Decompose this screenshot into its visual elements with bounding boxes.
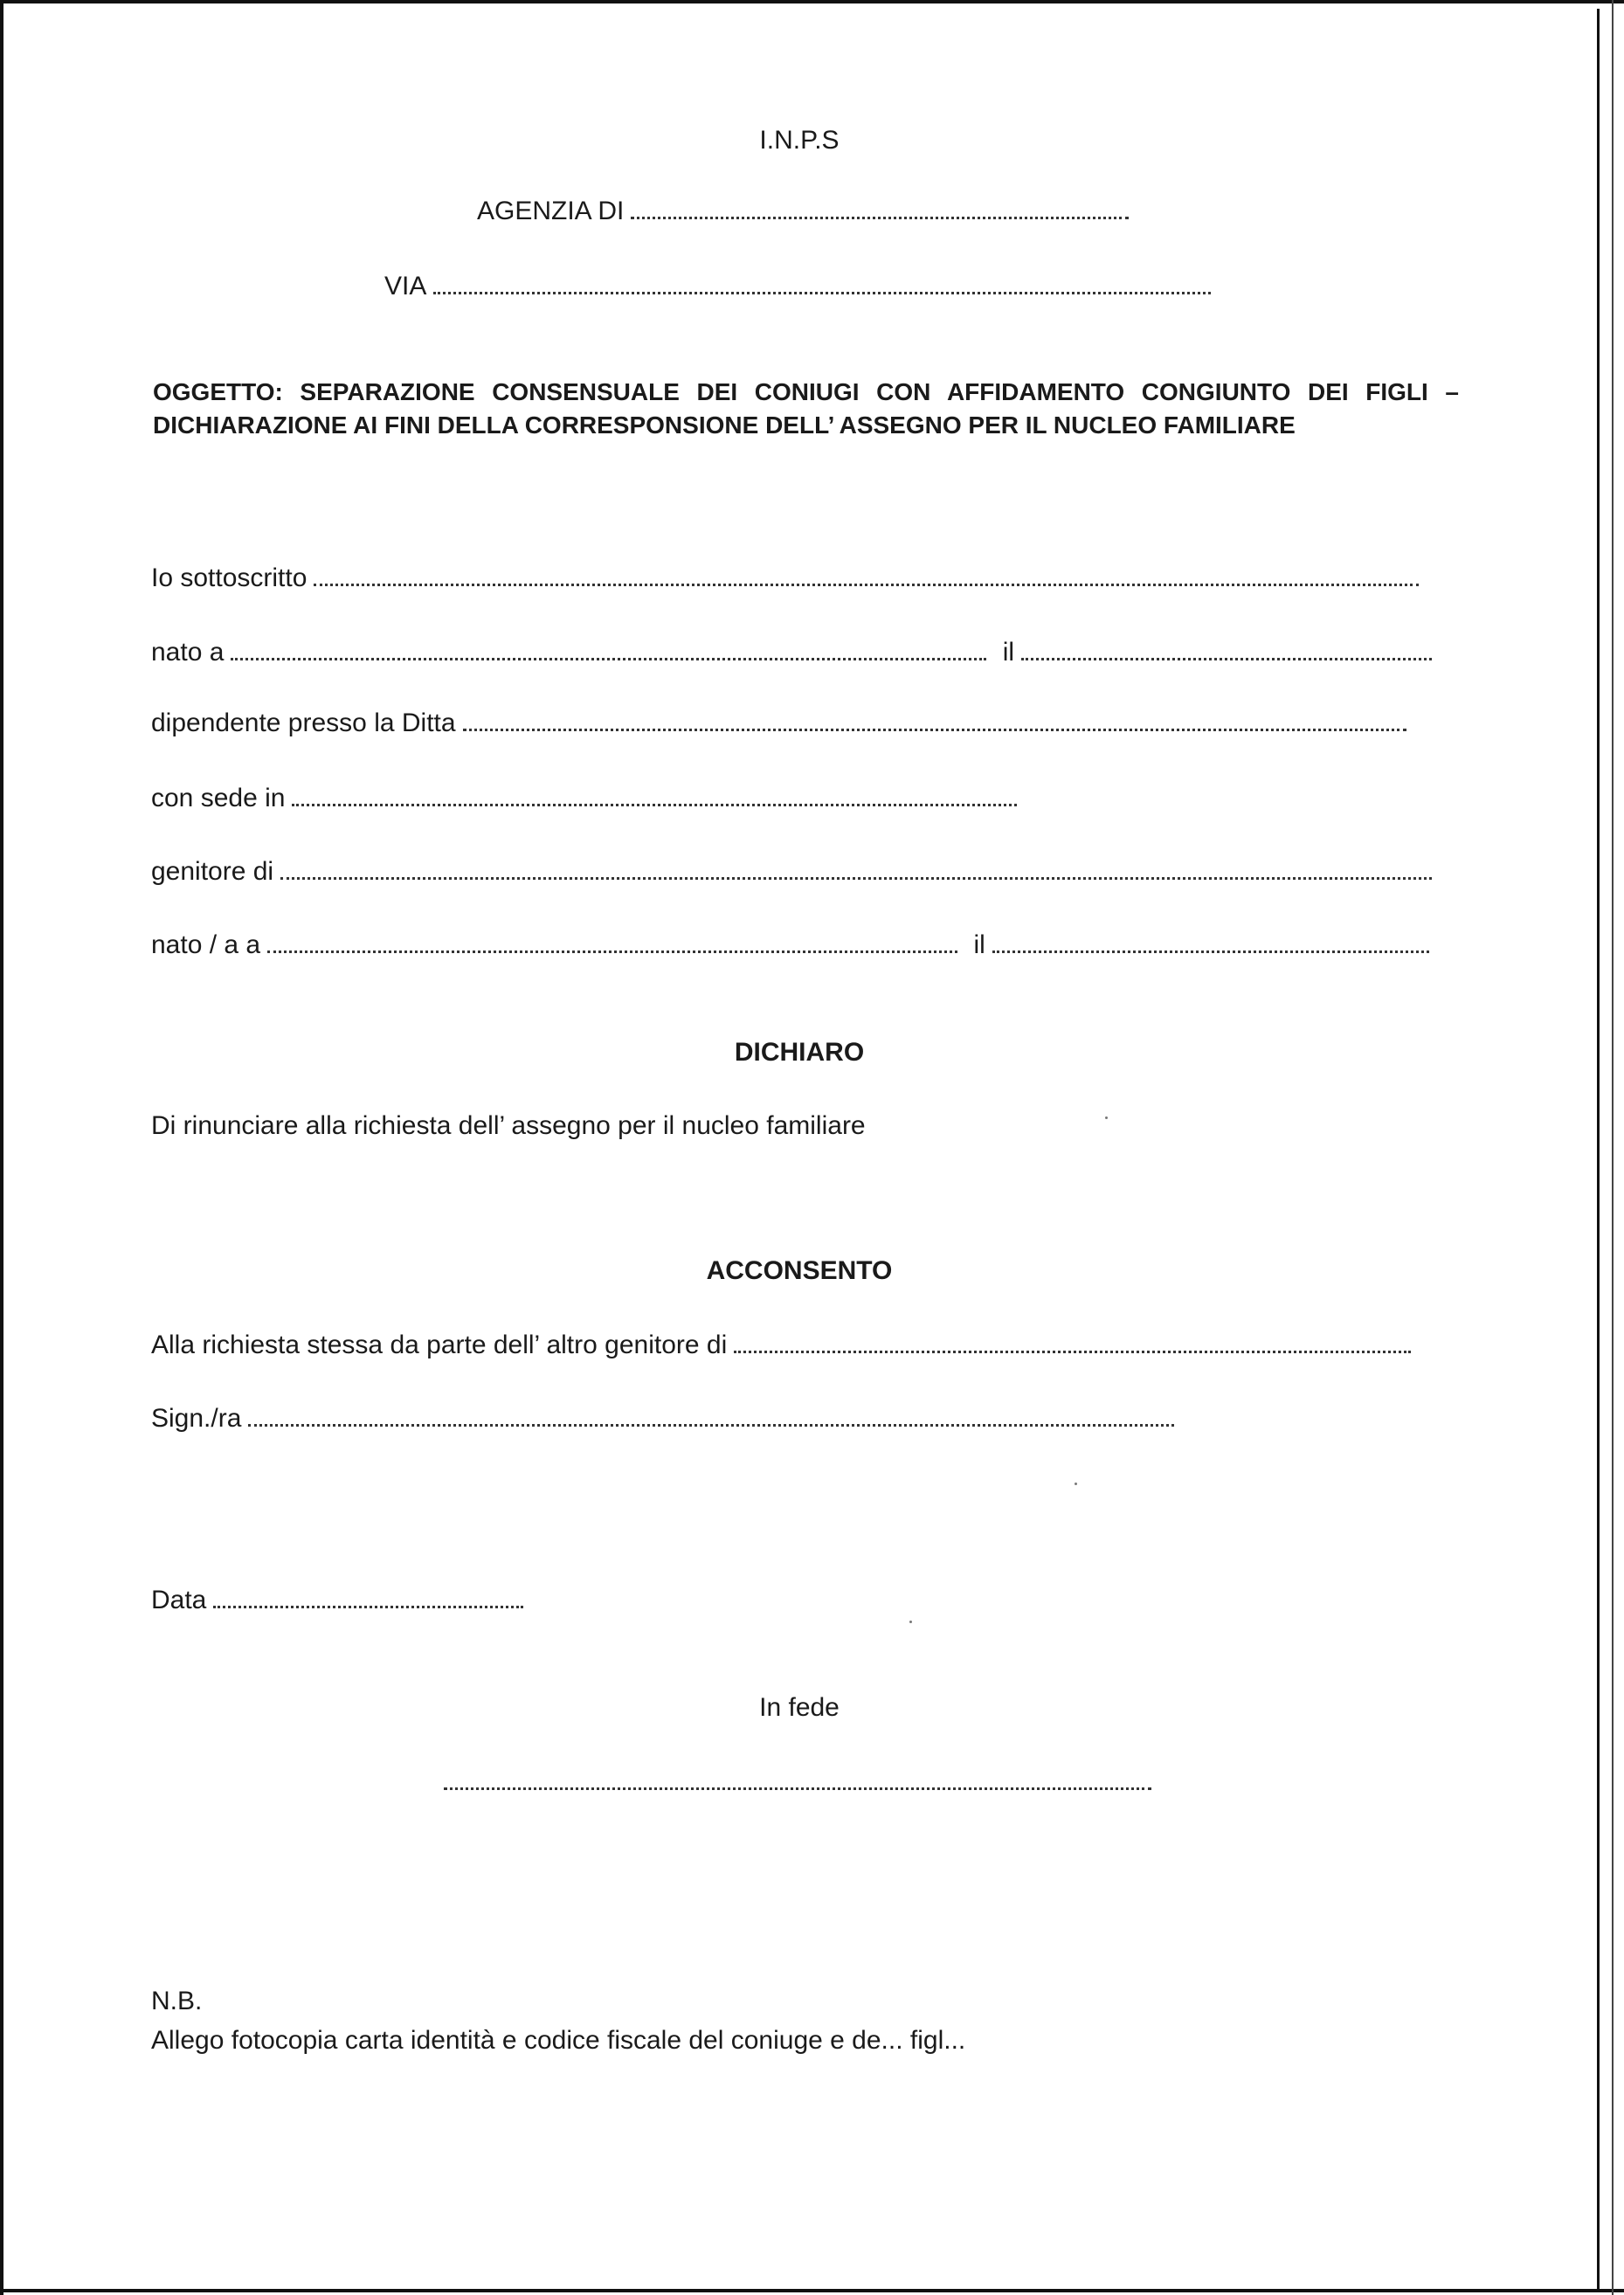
- consent-text-label: Alla richiesta stessa da parte dell’ altro genitore di: [151, 1331, 728, 1359]
- birth-row: [151, 635, 1432, 669]
- page-border-top: [0, 0, 1624, 3]
- born-in-label: nato a: [151, 638, 225, 667]
- scan-speck: [1105, 1116, 1108, 1119]
- born-on-field[interactable]: [1021, 635, 1432, 660]
- signer-row: [151, 561, 1419, 595]
- employer-label: dipendente presso la Ditta: [151, 709, 456, 737]
- headquarters-label: con sede in: [151, 784, 286, 812]
- headquarters-row: [151, 781, 1017, 815]
- headquarters-field[interactable]: [292, 781, 1017, 806]
- child-born-in-field[interactable]: [267, 928, 957, 953]
- page-border-bottom: [0, 2289, 1624, 2292]
- page-border-right: [1597, 9, 1600, 2289]
- born-on-label: il: [1002, 638, 1015, 667]
- consent-row: [151, 1328, 1411, 1362]
- consent-name-field[interactable]: [248, 1401, 1174, 1427]
- agency-label: AGENZIA DI: [477, 197, 625, 225]
- scan-speck: [909, 1621, 912, 1623]
- agency-field[interactable]: [631, 194, 1129, 219]
- parent-row: [151, 854, 1432, 888]
- child-born-on-label: il: [973, 930, 985, 959]
- street-row: [384, 269, 1211, 303]
- nb-label: N.B.: [151, 1987, 203, 2015]
- agency-row: [477, 194, 1129, 228]
- attachment-note: Allego fotocopia carta identità e codice fiscale del coniuge e de... figl...: [151, 2026, 966, 2055]
- child-born-in-label: nato / a a: [151, 930, 261, 959]
- page-border-right-outer: [1612, 0, 1614, 2295]
- employer-field[interactable]: [463, 706, 1406, 731]
- page-border-left: [0, 0, 3, 2295]
- signature-label: In fede: [759, 1693, 840, 1722]
- subject-heading: OGGETTO: SEPARAZIONE CONSENSUALE DEI CONIUGI CON AFFIDAMENTO CONGIUNTO DEI FIGLI – DICHIARAZIONE AI FINI DELLA CORRESPONSIONE DELL’ ASSEGNO PER IL NUCLEO FAMILIARE: [153, 378, 1459, 439]
- declaration-text: Di rinunciare alla richiesta dell’ assegno per il nucleo familiare: [151, 1111, 866, 1140]
- child-birth-row: [151, 928, 1429, 962]
- date-field[interactable]: [213, 1583, 523, 1608]
- street-field[interactable]: [433, 269, 1211, 294]
- child-born-on-field[interactable]: [992, 928, 1429, 953]
- other-parent-field[interactable]: [734, 1328, 1411, 1353]
- signature-field[interactable]: [444, 1765, 1151, 1790]
- scan-speck: [1075, 1483, 1077, 1485]
- born-in-field[interactable]: [231, 635, 986, 660]
- institution-title: I.N.P.S: [759, 126, 840, 155]
- parent-of-label: genitore di: [151, 857, 274, 886]
- consent-name-row: [151, 1401, 1174, 1435]
- date-row: [151, 1583, 523, 1617]
- street-label: VIA: [384, 272, 427, 301]
- date-label: Data: [151, 1586, 207, 1614]
- signer-label: Io sottoscritto: [151, 563, 308, 592]
- declaration-heading: DICHIARO: [734, 1038, 865, 1067]
- consent-name-label: Sign./ra: [151, 1404, 242, 1433]
- employer-row: [151, 706, 1406, 740]
- signer-field[interactable]: [314, 561, 1419, 586]
- parent-of-field[interactable]: [280, 854, 1432, 880]
- consent-heading: ACCONSENTO: [706, 1256, 893, 1285]
